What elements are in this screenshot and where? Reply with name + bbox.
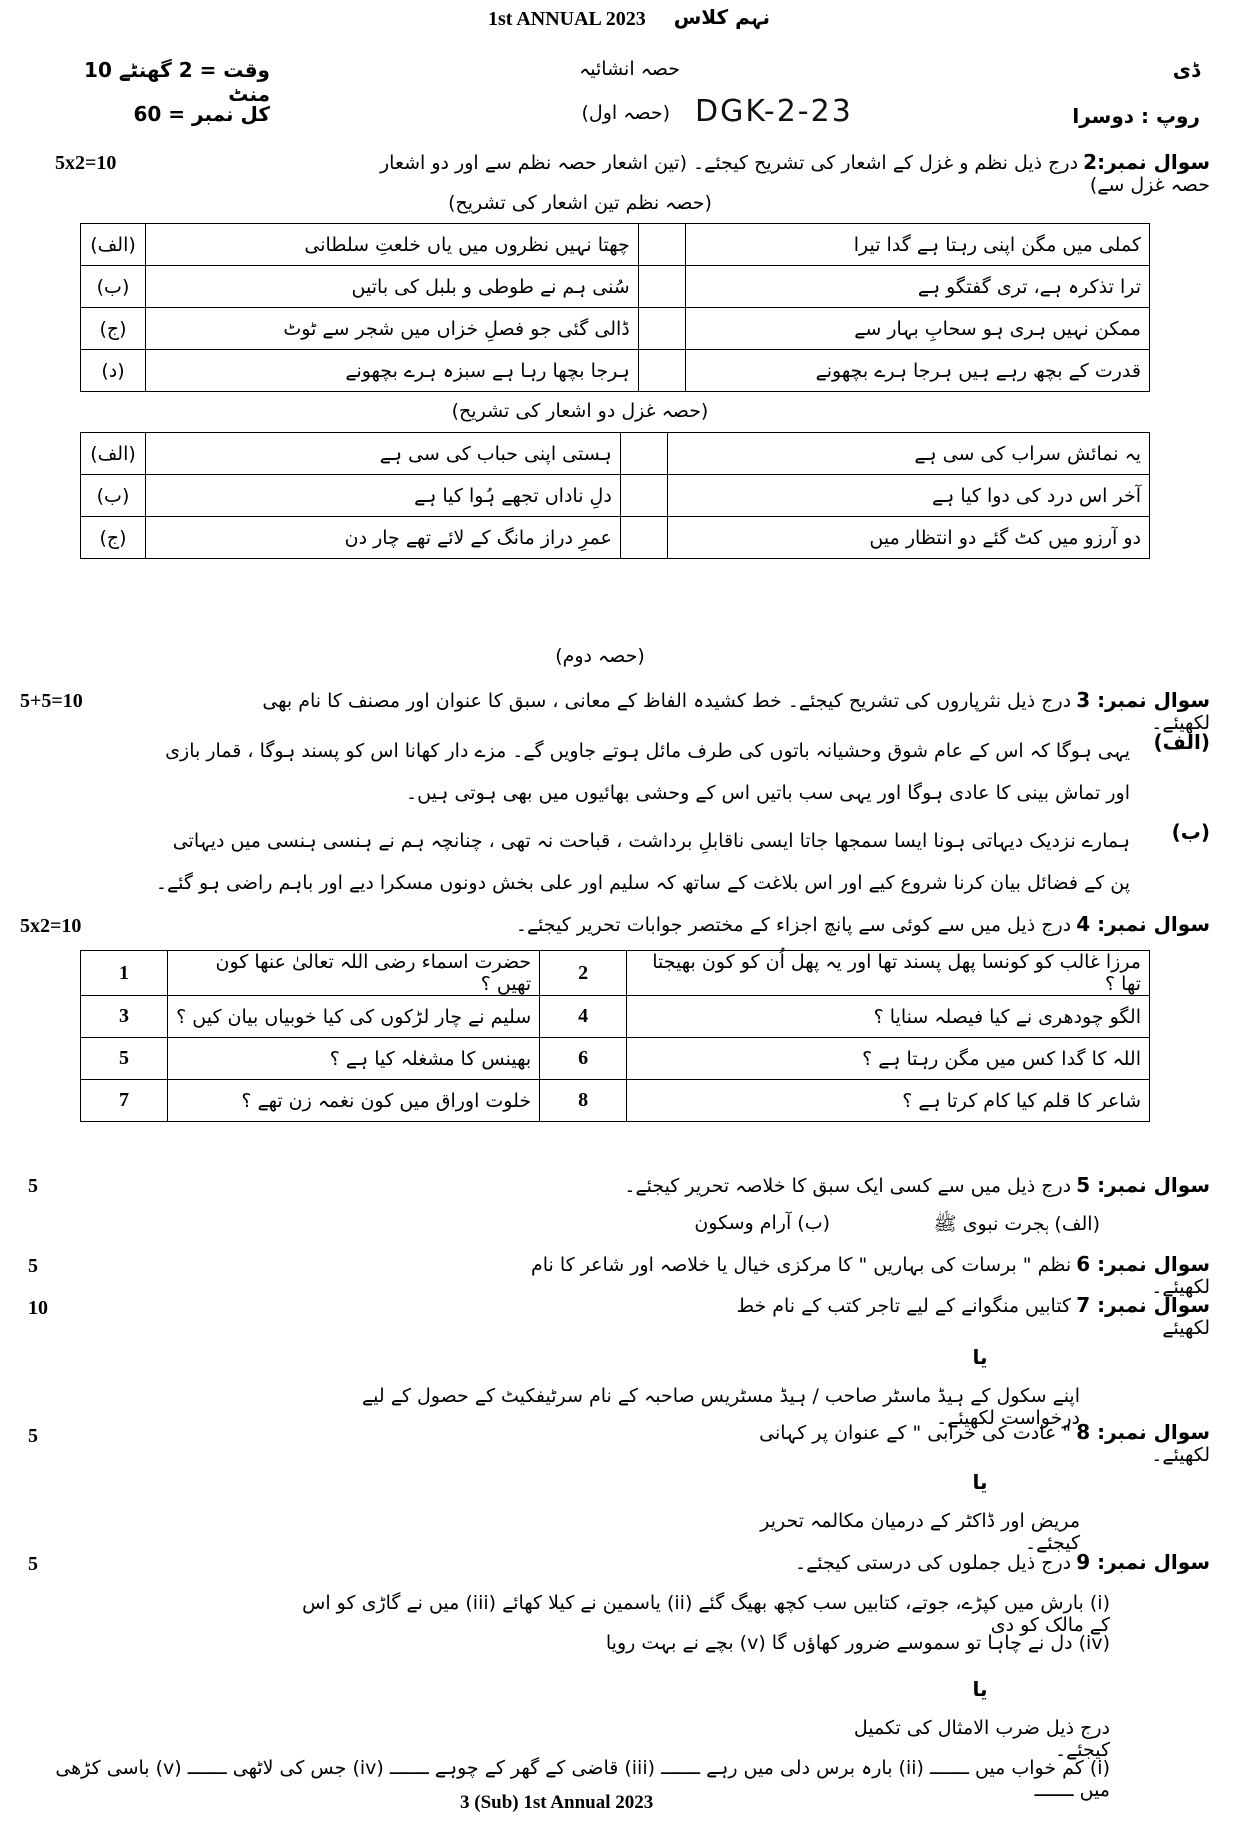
question-number: 3 — [81, 996, 168, 1038]
short-question: الگو چودھری نے کیا فیصلہ سنایا ؟ — [627, 996, 1150, 1038]
question-number: 6 — [540, 1038, 627, 1080]
verse-line-2: ترا تذکرہ ہے، تری گفتگو ہے — [685, 266, 1149, 308]
table-row — [81, 1038, 1150, 1080]
q3-b-passage: ہمارے نزدیک دیہاتی ہونا ایسا سمجھا جاتا ایسی ناقابلِ برداشت ، قباحت نہ تھی ، چنانچہ ہم نے ہنسی ہنسی میں دیہاتی پن کے فضائل بیان کرنا شروع کیے اور اس بلاغت کے ساتھ کہ سلیم اور علی بخش دونوں مسکرا دیے اور باہم راضی ہو گئے۔ — [155, 830, 1130, 894]
q8-or: یا — [972, 1470, 988, 1494]
part2-heading: (حصہ دوم) — [555, 645, 645, 667]
class-name: نہم کلاس — [673, 5, 770, 29]
table-row — [81, 517, 1150, 559]
q7-instruction — [700, 1293, 1210, 1339]
q3-a-passage: یہی ہوگا کہ اس کے عام شوق وحشیانہ باتوں کی طرف مائل ہوتے جاویں گے۔ مزے دار کھانا اس کو پسند ہوگا ، قمار بازی اور تماش بینی کا عادی ہوگا اور یہی سب باتیں اس کے وحشی بھائیوں میں بھی ہوتی ہیں۔ — [165, 740, 1130, 804]
verse-line-2: یہ نمائش سراب کی سی ہے — [667, 433, 1149, 475]
short-question: مرزا غالب کو کونسا پھل پسند تھا اور یہ پھل اُن کو کون بھیجتا تھا ؟ — [627, 951, 1150, 996]
q9-sentences-2: (iv) دل نے چاہا تو سموسے ضرور کھاؤں گا (v) بچے نے بہت رویا — [605, 1632, 1110, 1654]
q3-marks: 5+5=10 — [20, 690, 83, 712]
q7-alternative: اپنے سکول کے ہیڈ ماسٹر صاحب / ہیڈ مسٹریس صاحبہ کے نام سرٹیفکیٹ کے حصول کے لیے درخواست لکھیئے۔ — [362, 1385, 1080, 1429]
table-row — [81, 951, 1150, 996]
verse-line-1: ہرجا بچھا رہا ہے سبزہ ہرے بچھونے — [146, 350, 639, 392]
row-label: (د) — [81, 350, 146, 392]
row-label: (ب) — [81, 475, 146, 517]
verse-line-1: عمرِ دراز مانگ کے لائے تھے چار دن — [146, 517, 621, 559]
q5-option-b: (ب) آرام وسکون — [694, 1212, 830, 1234]
verse-line-2: ممکن نہیں ہری ہو سحابِ بہار سے — [685, 308, 1149, 350]
table-row — [81, 433, 1150, 475]
q7-marks: 10 — [28, 1297, 48, 1319]
short-question: شاعر کا قلم کیا کام کرتا ہے ؟ — [627, 1080, 1150, 1122]
table-row — [81, 266, 1150, 308]
q5-text: درج ذیل میں سے کسی ایک سبق کا خلاصہ تحریر کیجئے۔ — [624, 1175, 1072, 1197]
q7-or: یا — [972, 1345, 988, 1369]
ghazal-table — [80, 432, 1150, 559]
short-question: اللہ کا گدا کس میں مگن رہتا ہے ؟ — [627, 1038, 1150, 1080]
q6-label: سوال نمبر: 6 — [1076, 1252, 1210, 1276]
q9-alternative: درج ذیل ضرب الامثال کی تکمیل کیجئے۔ — [853, 1717, 1110, 1761]
table-row — [81, 350, 1150, 392]
poem-heading: (حصہ نظم تین اشعار کی تشریح) — [448, 192, 712, 214]
exam-time: وقت = 2 گھنٹے 10 منٹ — [84, 58, 270, 106]
verse-line-1: ہستی اپنی حباب کی سی ہے — [146, 433, 621, 475]
q2-instruction — [380, 150, 1210, 196]
q3-text: درج ذیل نثرپاروں کی تشریح کیجئے۔ خط کشیدہ الفاظ کے معانی ، سبق کا عنوان اور مصنف کا نام بھی لکھیئے۔ — [262, 690, 1210, 734]
q9-proverbs: (i) کم خواب میں ـــــــ (ii) بارہ برس دلی میں رہے ـــــــ (iii) قاضی کے گھر کے چوہے ـــــــ (iv) جس کی لاٹھی ـــــــ (v) باسی کڑھی میں ـــــــ — [55, 1757, 1110, 1801]
verse-line-2: آخر اس درد کی دوا کیا ہے — [667, 475, 1149, 517]
q9-marks: 5 — [28, 1553, 38, 1575]
exam-title: 1st ANNUAL 2023 — [488, 8, 646, 30]
q2-label: سوال نمبر:2 — [1083, 150, 1210, 174]
ghazal-heading: (حصہ غزل دو اشعار کی تشریح) — [451, 400, 709, 422]
q9-sentences-1: (i) بارش میں کپڑے، جوتے، کتابیں سب کچھ بھیگ گئے (ii) یاسمین نے کیلا کھائے (iii) میں نے گاڑی کو اس کے مالک کو دی — [302, 1592, 1110, 1636]
poem-table — [80, 223, 1150, 392]
verse-line-1: سُنی ہم نے طوطی و بلبل کی باتیں — [146, 266, 639, 308]
board-name: ڈی — [1172, 58, 1200, 82]
q5-option-a: (الف) ہجرت نبوی ﷺ — [933, 1213, 1100, 1235]
q8-text: " عادت کی خرابی " کے عنوان پر کہانی لکھیئے۔ — [759, 1422, 1210, 1466]
question-number: 1 — [81, 951, 168, 996]
q9-instruction — [700, 1550, 1210, 1574]
q5-label: سوال نمبر: 5 — [1076, 1173, 1210, 1197]
q2-text: درج ذیل نظم و غزل کے اشعار کی تشریح کیجئے۔ (تین اشعار حصہ نظم سے اور دو اشعار حصہ غزل سے) — [379, 152, 1210, 196]
q7-label: سوال نمبر: 7 — [1076, 1293, 1210, 1317]
q2-marks: 5x2=10 — [55, 152, 117, 174]
q9-label: سوال نمبر: 9 — [1076, 1550, 1210, 1574]
page-footer: 3 (Sub) 1st Annual 2023 — [460, 1792, 654, 1813]
question-number: 8 — [540, 1080, 627, 1122]
question-number: 7 — [81, 1080, 168, 1122]
table-row — [81, 996, 1150, 1038]
question-number: 2 — [540, 951, 627, 996]
q3-a-label: (الف) — [1153, 730, 1210, 754]
row-label: (الف) — [81, 224, 146, 266]
q8-marks: 5 — [28, 1425, 38, 1447]
q4-label: سوال نمبر: 4 — [1076, 912, 1210, 936]
table-row — [81, 224, 1150, 266]
q9-or: یا — [972, 1677, 988, 1701]
short-question: سلیم نے چار لڑکوں کی کیا خوبیاں بیان کیں ؟ — [168, 996, 540, 1038]
row-label: (الف) — [81, 433, 146, 475]
q8-label: سوال نمبر: 8 — [1076, 1420, 1210, 1444]
group-label: روپ : دوسرا — [1072, 104, 1200, 128]
q5-marks: 5 — [28, 1175, 38, 1197]
part-label: (حصہ اول) — [581, 102, 670, 124]
q3-b-label: (ب) — [1171, 820, 1210, 844]
verse-line-1: ڈالی گئی جو فصلِ خزاں میں شجر سے ٹوٹ — [146, 308, 639, 350]
short-question: خلوت اوراق میں کون نغمہ زن تھے ؟ — [168, 1080, 540, 1122]
verse-line-1: چھتا نہیں نظروں میں یاں خلعتِ سلطانی — [146, 224, 639, 266]
q4-table — [80, 950, 1150, 1122]
total-marks: کل نمبر = 60 — [133, 102, 270, 126]
q3-instruction — [220, 688, 1210, 734]
short-question: بھینس کا مشغلہ کیا ہے ؟ — [168, 1038, 540, 1080]
q7-text: کتابیں منگوانے کے لیے تاجر کتب کے نام خط لکھیئے — [736, 1295, 1210, 1339]
verse-line-2: قدرت کے بچھ رہے ہیں ہرجا ہرے بچھونے — [685, 350, 1149, 392]
q3-label: سوال نمبر: 3 — [1076, 688, 1210, 712]
q4-marks: 5x2=10 — [20, 915, 82, 937]
q8-alternative: مریض اور ڈاکٹر کے درمیان مکالمہ تحریر کیجئے۔ — [760, 1510, 1080, 1554]
short-question: حضرت اسماء رضی اللہ تعالیٰ عنھا کون تھیں ؟ — [168, 951, 540, 996]
paper-code: DGK-2-23 — [695, 94, 853, 129]
verse-line-2: دو آرزو میں کٹ گئے دو انتظار میں — [667, 517, 1149, 559]
table-row — [81, 1080, 1150, 1122]
q6-marks: 5 — [28, 1255, 38, 1277]
row-label: (ج) — [81, 517, 146, 559]
verse-line-1: دلِ ناداں تجھے ہُوا کیا ہے — [146, 475, 621, 517]
section-name: حصہ انشائیہ — [579, 58, 680, 80]
verse-line-2: کملی میں مگن اپنی رہتا ہے گدا تیرا — [685, 224, 1149, 266]
q8-instruction — [700, 1420, 1210, 1466]
row-label: (ج) — [81, 308, 146, 350]
q6-text: نظم " برسات کی بہاریں " کا مرکزی خیال یا خلاصہ اور شاعر کا نام لکھیئے۔ — [530, 1254, 1210, 1298]
q4-text: درج ذیل میں سے کوئی سے پانچ اجزاء کے مختصر جوابات تحریر کیجئے۔ — [515, 914, 1072, 936]
table-row — [81, 475, 1150, 517]
q9-text: درج ذیل جملوں کی درستی کیجئے۔ — [795, 1552, 1072, 1574]
q4-instruction — [500, 912, 1210, 936]
question-number: 4 — [540, 996, 627, 1038]
question-number: 5 — [81, 1038, 168, 1080]
q5-instruction — [560, 1173, 1210, 1197]
row-label: (ب) — [81, 266, 146, 308]
table-row — [81, 308, 1150, 350]
q6-instruction — [520, 1252, 1210, 1298]
